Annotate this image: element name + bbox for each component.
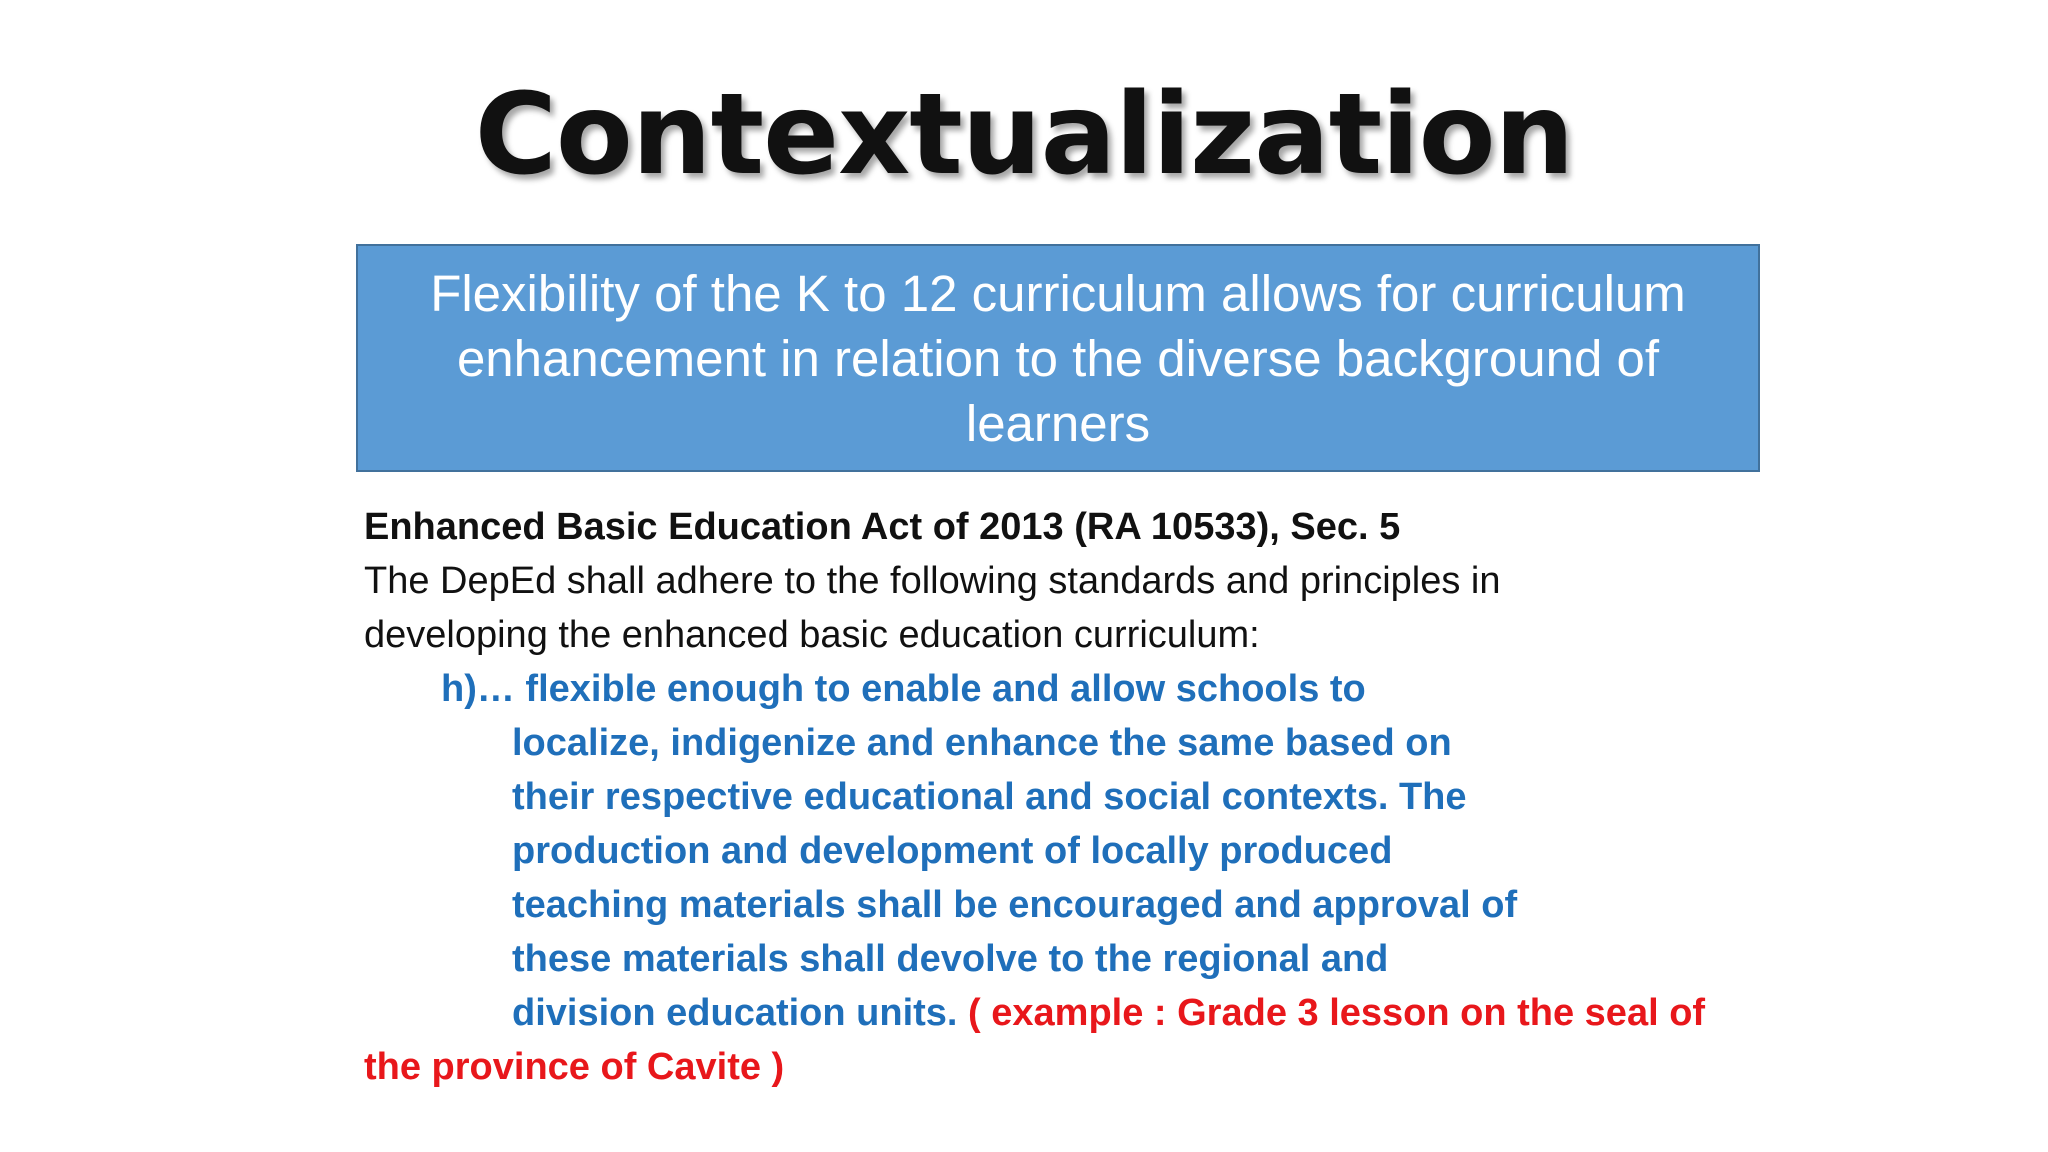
item-h-line: teaching materials shall be encouraged and approval of <box>512 884 1518 926</box>
example-note: ( example : Grade 3 lesson on the seal of <box>968 992 1706 1034</box>
item-h-line: their respective educational and social contexts. The <box>512 776 1467 818</box>
callout-line: learners <box>965 394 1151 452</box>
intro-line: developing the enhanced basic education curriculum: <box>364 614 1260 656</box>
item-h-line: production and development of locally produced <box>512 830 1393 872</box>
law-heading: Enhanced Basic Education Act of 2013 (RA 10533), Sec. 5 <box>364 506 1401 548</box>
item-h-last-line <box>364 986 1844 1040</box>
example-note-continued: the province of Cavite ) <box>364 1046 785 1088</box>
item-h-line: these materials shall devolve to the regional and <box>512 938 1389 980</box>
item-h-line: division education units. <box>512 992 969 1034</box>
item-h-line: h)… flexible enough to enable and allow schools to <box>441 668 1366 710</box>
slide-title: Contextualization <box>474 70 1574 200</box>
callout-line: enhancement in relation to the diverse background of <box>456 329 1660 387</box>
callout-line: Flexibility of the K to 12 curriculum allows for curriculum <box>430 264 1686 322</box>
intro-line: The DepEd shall adhere to the following standards and principles in <box>364 560 1501 602</box>
item-h-line: localize, indigenize and enhance the same based on <box>512 722 1452 764</box>
callout-text <box>363 261 1753 456</box>
callout-box <box>356 244 1760 472</box>
body-text-block <box>364 500 1844 1094</box>
